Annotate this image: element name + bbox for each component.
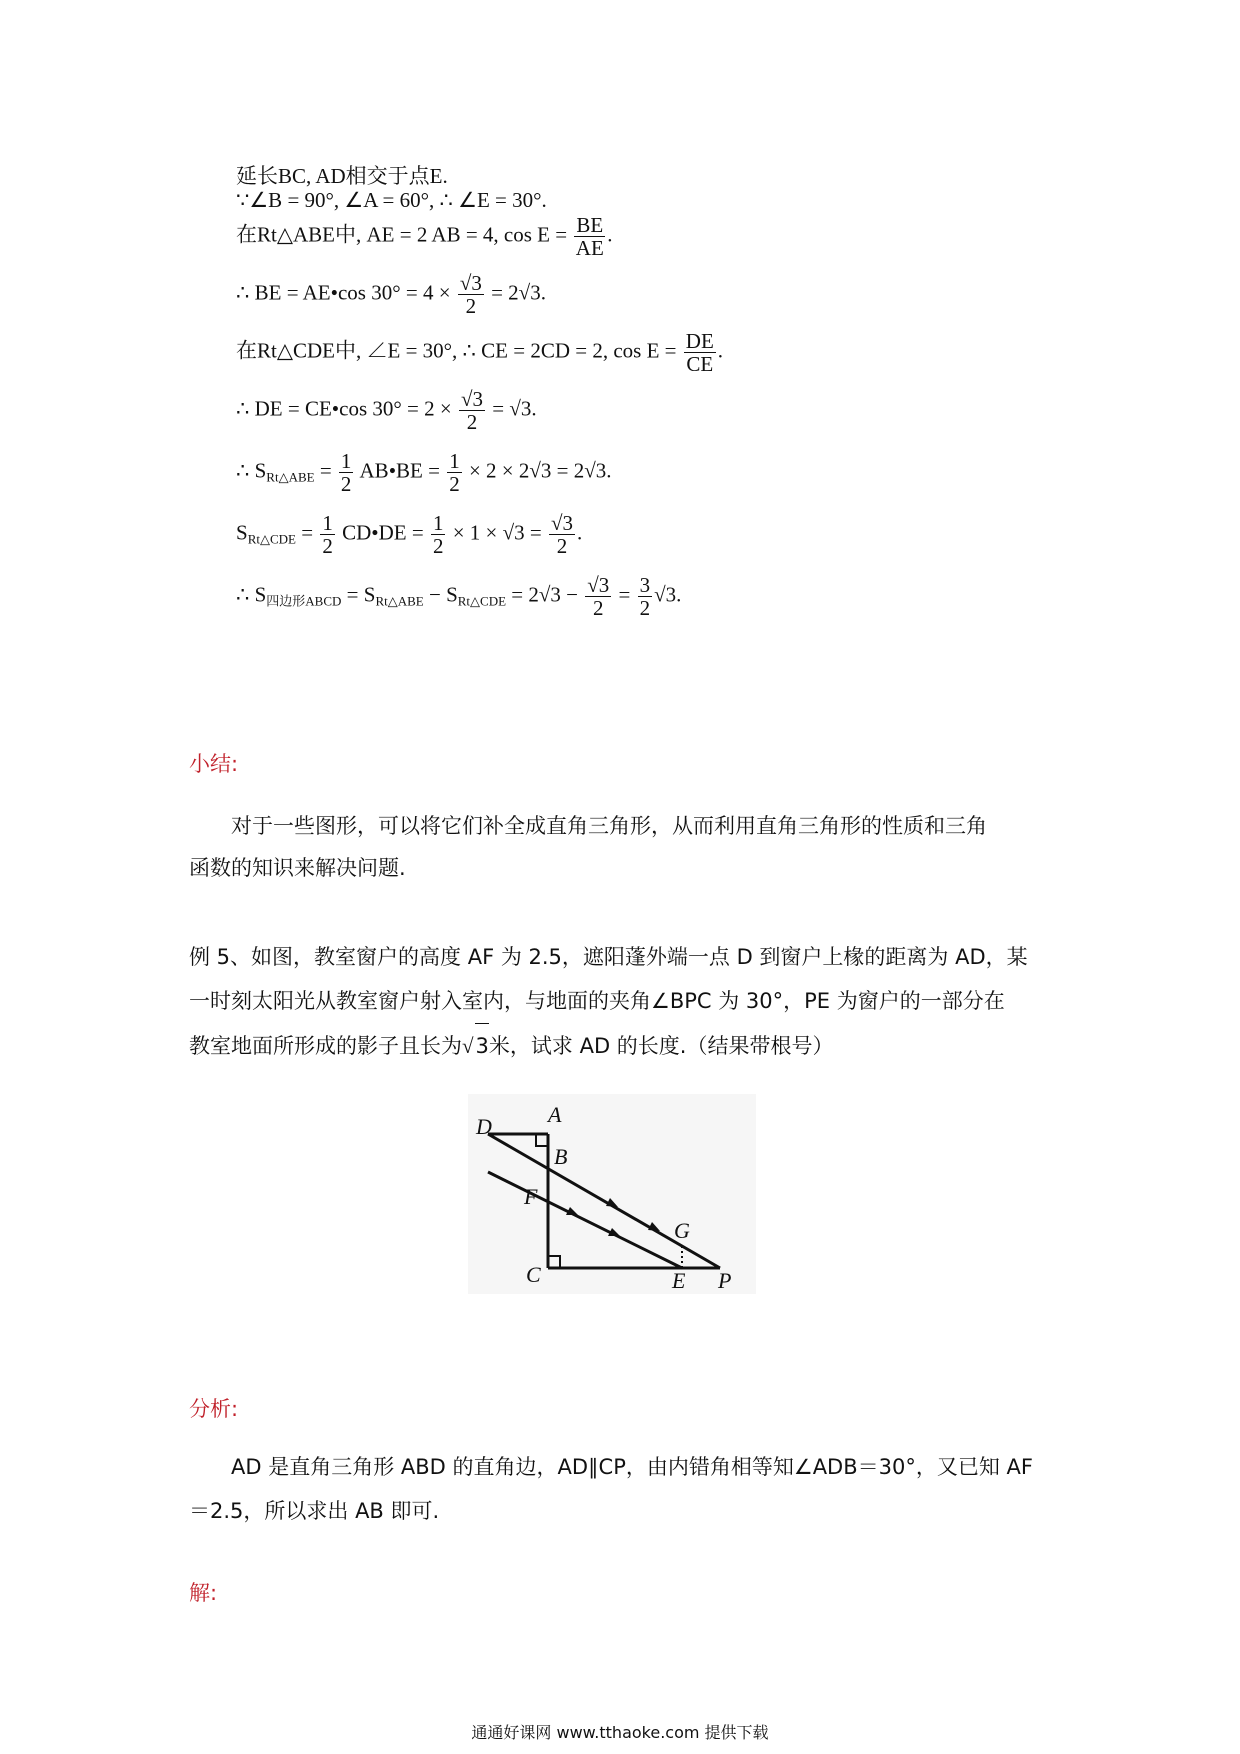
solution-line-8: $S_{Rt\triangle CDE}$ = $\frac{1}{2}$ CD•DE = $\frac{1}{2}$ × 1 × √3 = $\frac{√3}{2}$ . (236, 511, 583, 558)
solution-line-1: 延长BC, AD相交于点E. (236, 164, 448, 188)
example-paragraph (189, 935, 1059, 1068)
label-E: E (672, 1268, 686, 1293)
solution-line-5: 在Rt△CDE中, ∠E = 30°, ∴ CE = 2CD = 2, cos E = $\frac{DE}{CE}$ . (236, 329, 724, 376)
geometry-figure (468, 1094, 756, 1294)
example-line-2: 一时刻太阳光从教室窗户射入室内，与地面的夹角∠BPC 为 30°，PE 为窗户的一部分在 (189, 989, 1005, 1013)
solution-line-4: ∴ BE = AE•cos 30° = 4 × $\frac{√3}{2}$ = 2√3. (236, 271, 546, 318)
summary-paragraph (189, 805, 1059, 889)
analysis-heading: 分析: (189, 1397, 239, 1421)
solution-heading: 解: (189, 1581, 218, 1605)
fraction: $\frac{1}{2}$ (322, 511, 333, 558)
ray-to-E (488, 1172, 682, 1268)
label-A: A (548, 1102, 562, 1127)
label-F: F (524, 1184, 538, 1209)
right-angle-C (548, 1256, 560, 1268)
ray-DP (488, 1134, 720, 1268)
summary-line-1: 对于一些图形，可以将它们补全成直角三角形，从而利用直角三角形的性质和三角 (231, 814, 987, 838)
fraction: $\frac{BE}{AE}$ (575, 213, 604, 260)
solution-line-6: ∴ DE = CE•cos 30° = 2 × $\frac{√3}{2}$ = √3. (236, 387, 537, 434)
label-G: G (674, 1218, 690, 1243)
analysis-line-1: AD 是直角三角形 ABD 的直角边，AD∥CP，由内错角相等知∠ADB＝30°，又已知 AF (231, 1455, 1033, 1479)
summary-heading: 小结: (189, 752, 239, 776)
solution-line-3: 在Rt△ABE中, AE = 2 AB = 4, cos E = $\frac{BE}{AE}$ . (236, 213, 613, 260)
page-footer: 通通好课网 www.tthaoke.com 提供下载 (471, 1723, 769, 1742)
solution-line-7: ∴ $S_{Rt\triangle ABE}$ = $\frac{1}{2}$ AB•BE = $\frac{1}{2}$ × 2 × 2√3 = 2√3. (236, 449, 612, 496)
label-C: C (526, 1262, 541, 1287)
analysis-line-2: ＝2.5，所以求出 AB 即可. (189, 1499, 440, 1523)
right-angle-A (536, 1134, 548, 1146)
fraction: $\frac{√3}{2}$ (551, 511, 574, 558)
label-B: B (554, 1144, 568, 1169)
fraction: $\frac{1}{2}$ (340, 449, 352, 496)
example-line-3: 教室地面所形成的影子且长为√3米，试求 AD 的长度.（结果带根号） (189, 1023, 1059, 1068)
fraction: $\frac{√3}{2}$ (587, 573, 610, 620)
figure-svg (468, 1094, 756, 1294)
label-D: D (476, 1114, 492, 1139)
fraction: $\frac{√3}{2}$ (459, 271, 482, 318)
fraction: $\frac{3}{2}$ (639, 573, 651, 620)
analysis-paragraph (189, 1445, 1059, 1533)
solution-line-2: ∵∠B = 90°, ∠A = 60°, ∴ ∠E = 30°. (236, 188, 547, 212)
arrow-1 (606, 1198, 618, 1207)
fraction: $\frac{1}{2}$ (432, 511, 444, 558)
fraction: $\frac{1}{2}$ (449, 449, 460, 496)
solution-line-9: ∴ $S_{四边形ABCD} = S_{Rt\triangle ABE} - S_{Rt\triangle CDE} = 2√3$ − $\frac{√3}{2}$ = $\frac{3}{2}$ √3. (236, 573, 682, 620)
example-line-1: 例 5、如图，教室窗户的高度 AF 为 2.5，遮阳蓬外端一点 D 到窗户上椽的距离为 AD，某 (189, 945, 1028, 969)
label-P: P (718, 1268, 732, 1293)
arrow-2 (648, 1222, 660, 1231)
fraction: $\frac{DE}{CE}$ (685, 329, 714, 376)
summary-line-2: 函数的知识来解决问题. (189, 856, 406, 880)
fraction: $\frac{√3}{2}$ (460, 387, 483, 434)
